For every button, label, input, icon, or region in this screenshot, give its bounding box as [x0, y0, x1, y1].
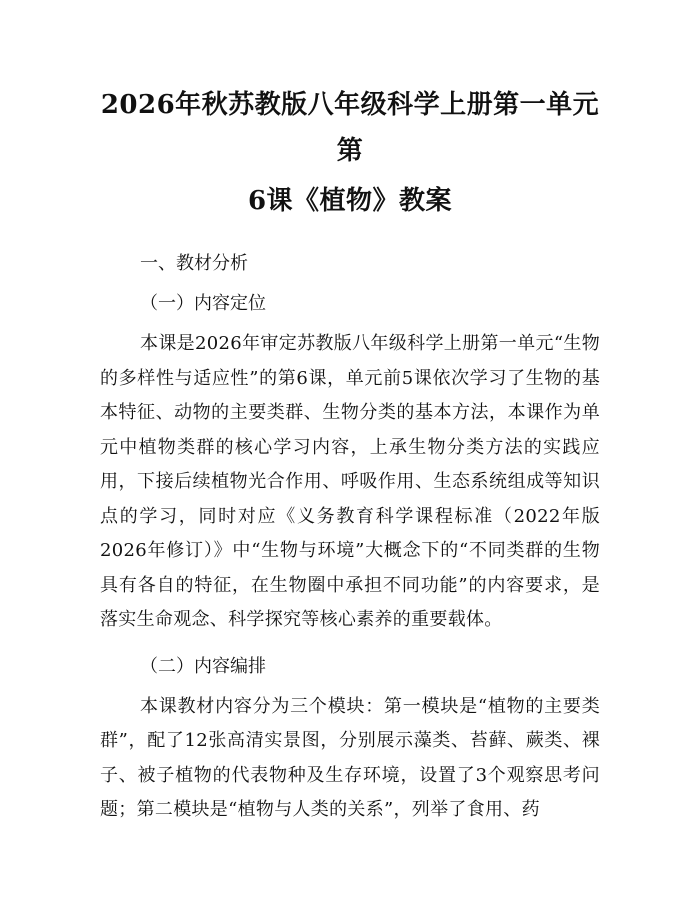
document-title: [100, 82, 600, 224]
section-heading-textbook-analysis: 一、教材分析: [140, 253, 248, 274]
title-line-2: 6课《植物》教案: [247, 186, 453, 216]
paragraph-content-positioning: 本课是2026年审定苏教版八年级科学上册第一单元“生物的多样性与适应性”的第6课，单元前5课依次学习了生物的基本特征、动物的主要类群、生物分类的基本方法，本课作为单元中植物类群的核心学习内容，上承生物分类方法的实践应用，下接后续植物光合作用、呼吸作用、生态系统组成等知识点的学习，同时对应《义务教育科学课程标准（2022年版2026年修订）》中“生物与环境”大概念下的“不同类群的生物具有各自的特征，在生物圈中承担不同功能”的内容要求，是落实生命观念、科学探究等核心素养的重要载体。: [100, 333, 600, 630]
subsection-heading-content-arrangement: （二）内容编排: [140, 655, 266, 677]
subsection-heading-content-positioning: （一）内容定位: [140, 293, 266, 314]
paragraph-content-arrangement: 本课教材内容分为三个模块：第一模块是“植物的主要类群”，配了12张高清实景图，分别展示藻类、苔藓、蕨类、裸子、被子植物的代表物种及生存环境，设置了3个观察思考问题；第二模块是“植物与人类的关系”，列举了食用、药: [100, 695, 600, 820]
title-line-1: 2026年秋苏教版八年级科学上册第一单元第: [100, 90, 600, 166]
